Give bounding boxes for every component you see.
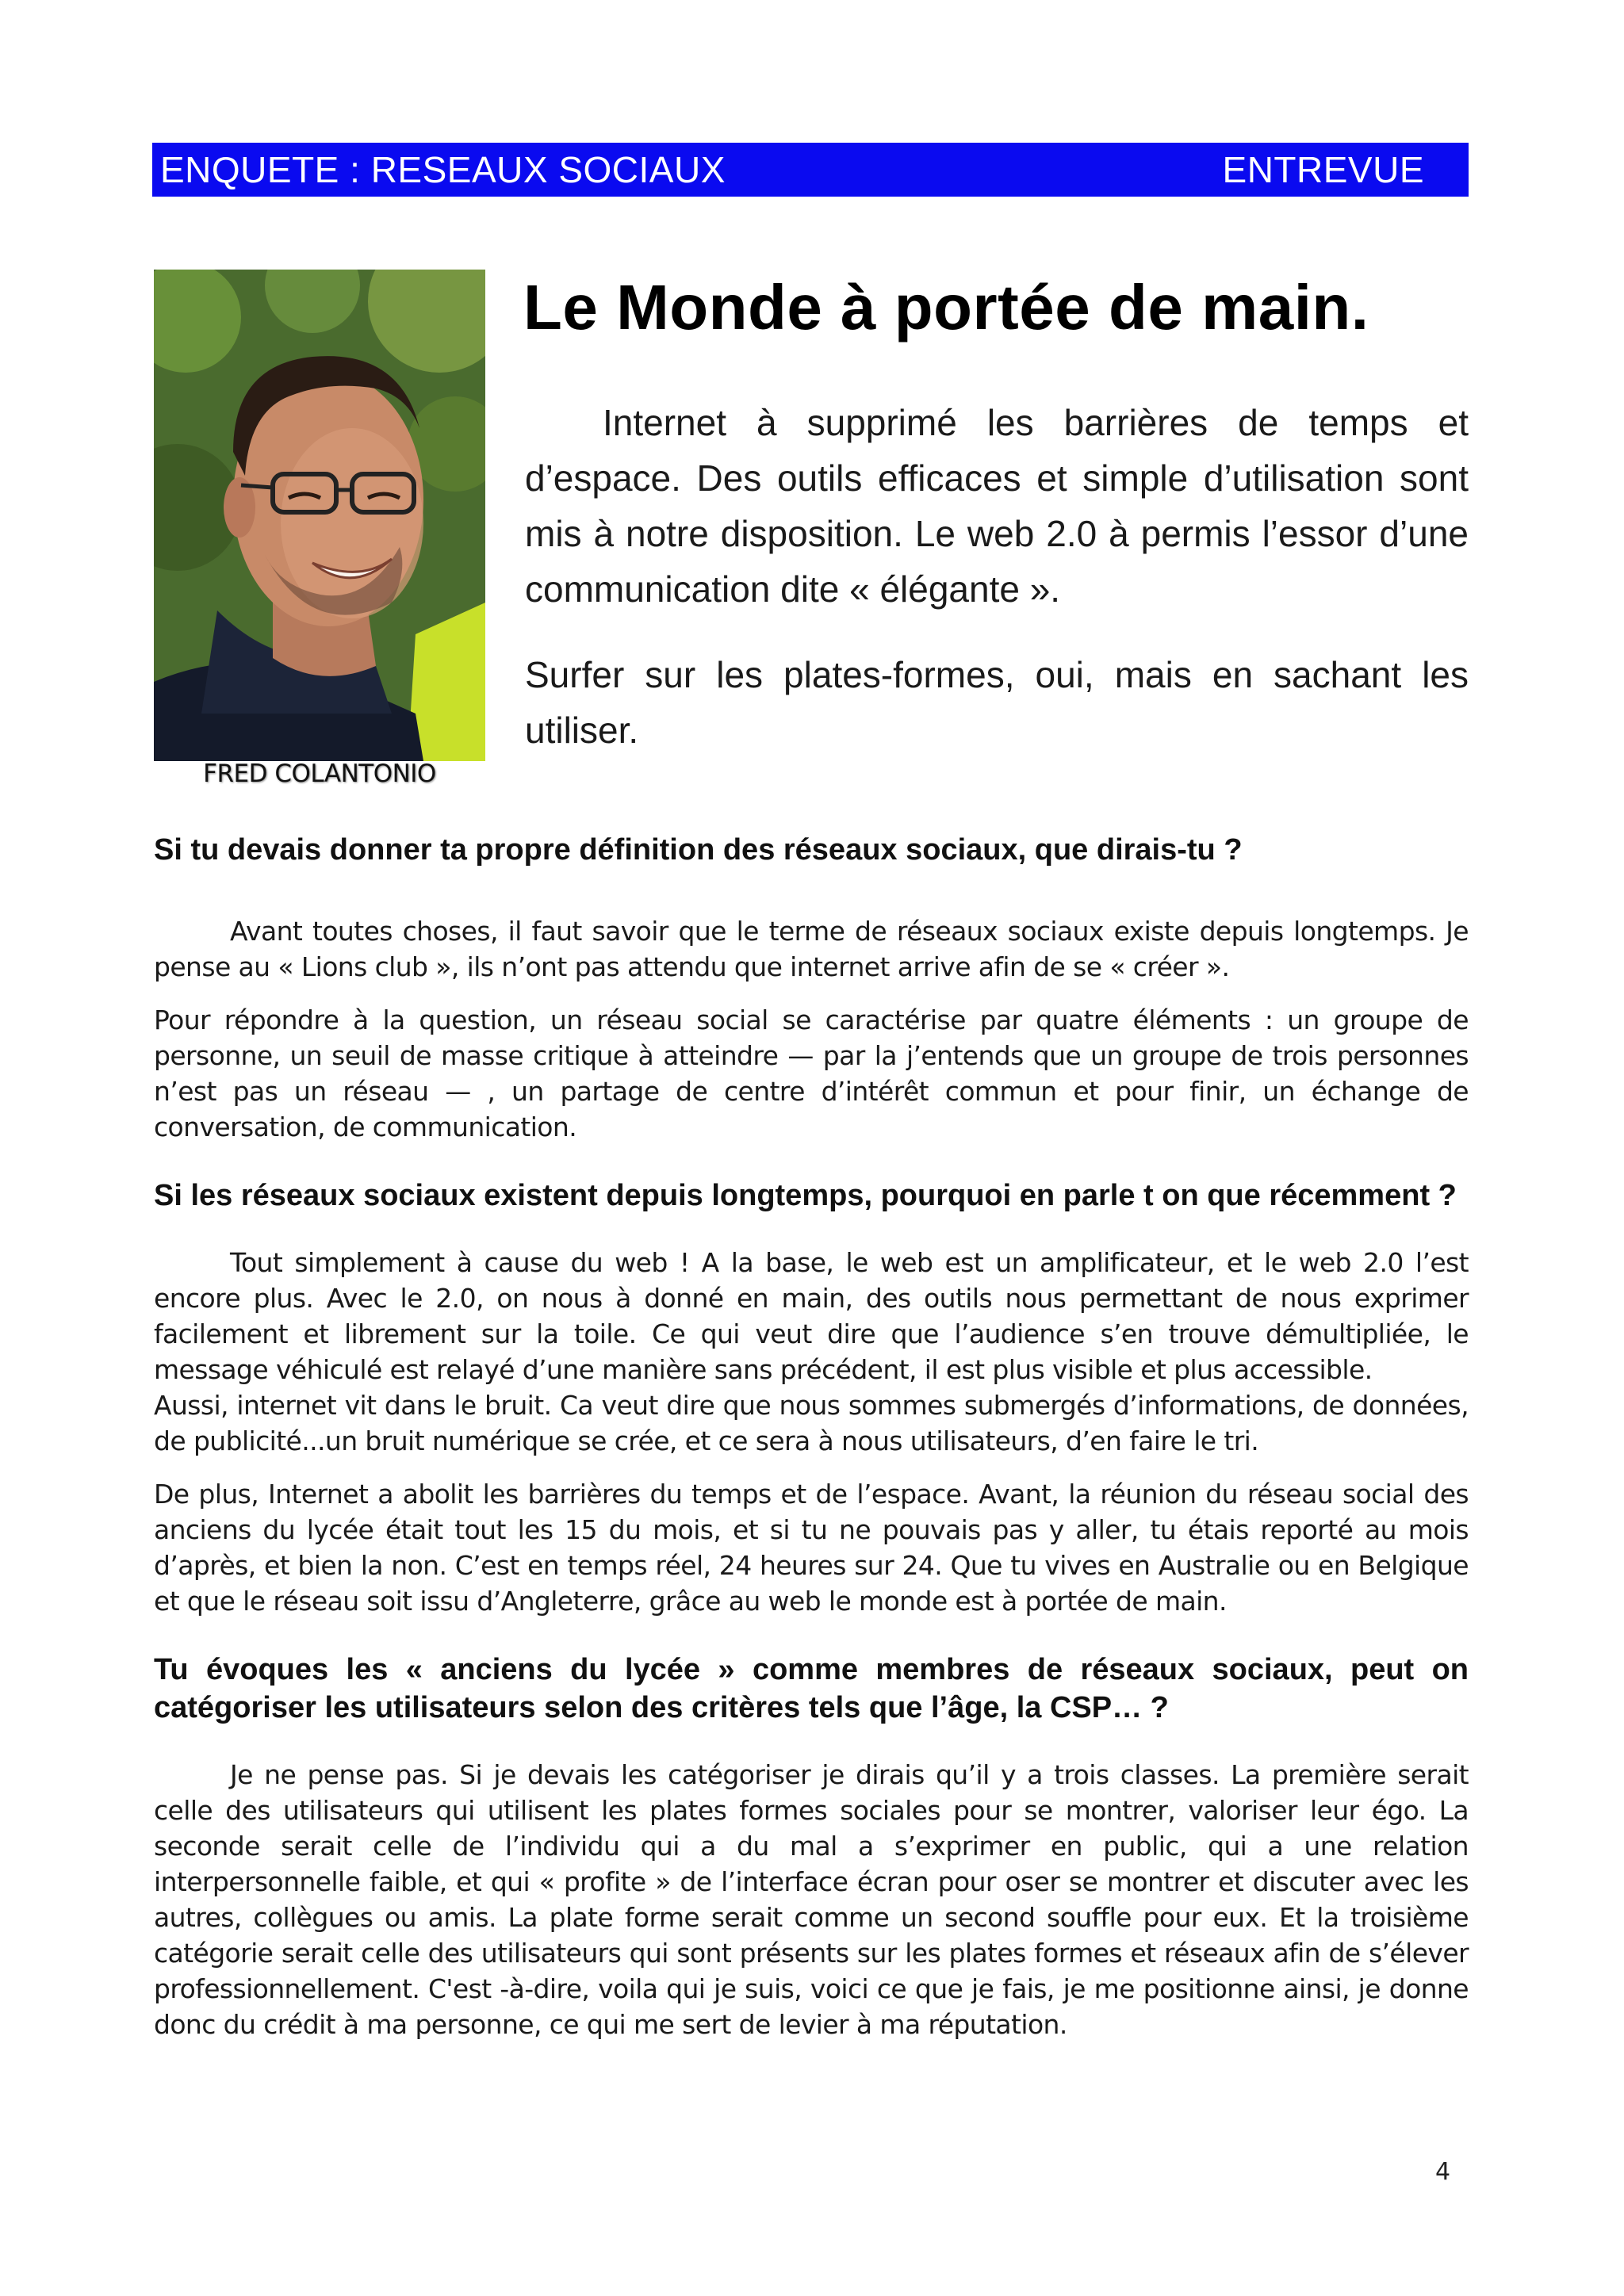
section-banner: [152, 143, 1469, 197]
interview-answer: Aussi, internet vit dans le bruit. Ca veut dire que nous sommes submergés d’informations, de données, de publicité...un bruit numérique se crée, et ce sera à nous utilisateurs, d’en faire le tri.: [154, 1390, 1469, 1456]
banner-section-title: ENQUETE : RESEAUX SOCIAUX: [160, 149, 726, 190]
article-title: Le Monde à portée de main.: [523, 272, 1369, 342]
banner-section-type: ENTREVUE: [1222, 149, 1424, 190]
interview-question: Tu évoques les « anciens du lycée » comme membres de réseaux sociaux, peut on catégoriser les utilisateurs selon des critères tels que l’âge, la CSP… ?: [154, 1653, 1469, 1724]
page-number: 4: [1435, 2158, 1451, 2186]
interview-question: Si les réseaux sociaux existent depuis longtemps, pourquoi en parle t on que récemment ?: [154, 1179, 1457, 1212]
interview-answer: Avant toutes choses, il faut savoir que le terme de réseaux sociaux existe depuis longtemps. Je pense au « Lions club », ils n’ont pas attendu que internet arrive afin de se « créer ».: [154, 916, 1469, 982]
interview-question: Si tu devais donner ta propre définition des réseaux sociaux, que dirais-tu ?: [154, 833, 1243, 867]
article-intro: [525, 395, 1469, 758]
interview-body: [154, 831, 1469, 2042]
interview-answer: Pour répondre à la question, un réseau social se caractérise par quatre éléments : un groupe de personne, un seuil de masse critique à atteindre — par la j’entends que un groupe de trois personnes n’est pas un réseau — , un partage de centre d’intérêt commun et pour finir, un échange de conversation, de communication.: [154, 1004, 1469, 1142]
photo-caption: FRED COLANTONIO: [203, 760, 436, 788]
interview-answer: Je ne pense pas. Si je devais les catégoriser je dirais qu’il y a trois classes. La première serait celle des utilisateurs qui utilisent les plates formes sociales pour se montrer, valoriser leur égo. La seconde serait celle de l’individu qui a du mal a s’exprimer en public, qui a une relation interpersonnelle faible, et qui « profite » de l’interface écran pour oser se montrer et discuter avec les autres, collègues ou amis. La plate forme serait comme un second souffle pour eux. Et la troisième catégorie serait celle des utilisateurs qui sont présents sur les plates formes et réseaux afin de s’élever professionnellement. C'est -à-dire, voila qui je suis, voici ce que je fais, je me positionne ainsi, je donne donc du crédit à ma personne, ce qui me sert de levier à ma réputation.: [154, 1759, 1469, 2040]
interview-answer: Tout simplement à cause du web ! A la base, le web est un amplificateur, et le web 2.0 l’est encore plus. Avec le 2.0, on nous à donné en main, des outils nous permettant de nous exprimer facilement et librement sur la toile. Ce qui veut dire que l’audience s’en trouve démultipliée, le message véhiculé est relayé d’une manière sans précédent, il est plus visible et plus accessible.: [154, 1247, 1469, 1385]
portrait-photo: [154, 270, 485, 761]
intro-paragraph: Internet à supprimé les barrières de temps et d’espace. Des outils efficaces et simple d’utilisation sont mis à notre disposition. Le web 2.0 à permis l’essor d’une communication dite « élégante ».: [525, 402, 1469, 610]
interview-answer: De plus, Internet a abolit les barrières du temps et de l’espace. Avant, la réunion du réseau social des anciens du lycée était tout les 15 du mois, et si tu ne pouvais pas y aller, tu étais reporté au mois d’après, et bien la non. C’est en temps réel, 24 heures sur 24. Que tu vives en Australie ou en Belgique et que le réseau soit issu d’Angleterre, grâce au web le monde est à portée de main.: [154, 1479, 1469, 1617]
intro-paragraph: Surfer sur les plates-formes, oui, mais en sachant les utiliser.: [525, 654, 1469, 751]
